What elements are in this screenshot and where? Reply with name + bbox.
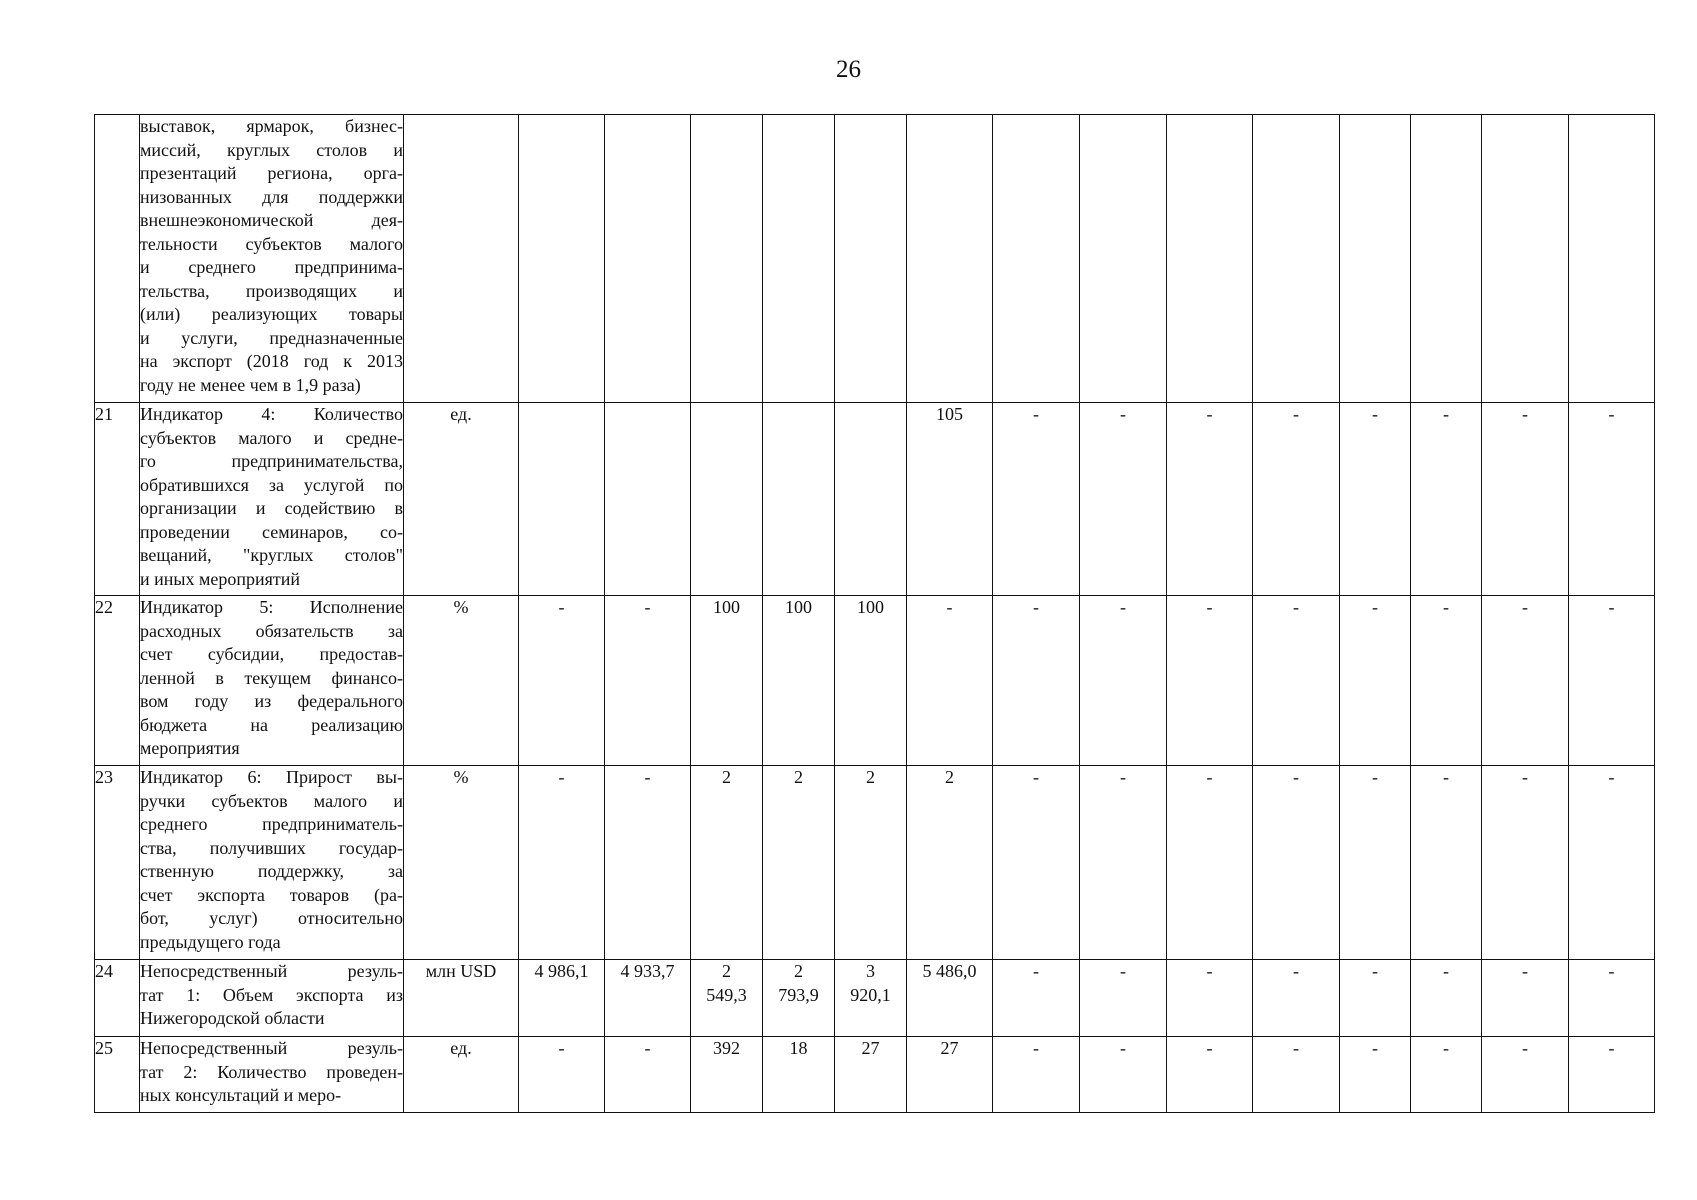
description-line: бюджета на реализацию	[140, 714, 403, 735]
description-line: бот, услуг) относительно	[140, 908, 403, 928]
value-line: -	[1522, 961, 1528, 981]
value-cell	[691, 115, 763, 403]
unit-cell	[404, 115, 519, 403]
value-cell	[1569, 115, 1655, 403]
value-cell	[993, 766, 1080, 960]
value-cell	[993, 403, 1080, 596]
value-cell	[993, 1037, 1080, 1113]
value-cell	[605, 115, 691, 403]
value-line: -	[558, 597, 565, 617]
value-cell	[1253, 960, 1340, 1037]
value-cell	[519, 115, 605, 403]
value-cell	[835, 960, 907, 1037]
description-line: предыдущего года	[140, 931, 281, 952]
value-line: -	[1443, 961, 1449, 981]
value-line: -	[1293, 1038, 1299, 1058]
value-line: -	[1608, 597, 1615, 617]
value-line: -	[1033, 404, 1039, 424]
value-cell	[1482, 766, 1569, 960]
value-cell	[835, 115, 907, 403]
value-line: 392	[713, 1038, 740, 1058]
description-line: году не менее чем в 1,9 раза)	[140, 374, 361, 395]
description-line: Индикатор 4: Количество	[140, 404, 403, 424]
description-line: Индикатор 6: Прирост вы-	[140, 767, 403, 787]
row-number: 21	[95, 403, 140, 596]
value-cell	[763, 596, 835, 766]
value-line: -	[1608, 767, 1615, 787]
indicator-description	[140, 115, 404, 403]
value-cell	[1340, 1037, 1411, 1113]
value-line: 27	[940, 1038, 959, 1058]
table-row	[95, 1037, 1655, 1113]
value-cell	[907, 115, 993, 403]
row-number: 25	[95, 1037, 140, 1113]
value-cell	[605, 403, 691, 596]
value-line: -	[1372, 961, 1378, 981]
value-line: -	[1293, 961, 1299, 981]
value-cell	[1411, 960, 1482, 1037]
value-line: -	[1443, 1038, 1449, 1058]
value-cell	[993, 596, 1080, 766]
value-cell	[519, 596, 605, 766]
value-cell	[519, 766, 605, 960]
description-line: Непосредственный резуль-	[140, 1038, 403, 1058]
value-cell	[907, 596, 993, 766]
value-cell	[835, 1037, 907, 1113]
value-line: 18	[789, 1038, 808, 1058]
value-line: 2	[722, 767, 731, 787]
value-cell	[1340, 766, 1411, 960]
table-row	[95, 960, 1655, 1037]
value-line: -	[1293, 404, 1299, 424]
description-line: и услуги, предназначенные	[140, 327, 403, 348]
value-line: 4 986,1	[534, 961, 589, 981]
value-cell	[1167, 596, 1253, 766]
value-cell	[763, 766, 835, 960]
description-line: миссий, круглых столов и	[140, 139, 403, 160]
value-line: -	[1033, 597, 1039, 617]
description-line: обратившихся за услугой по	[140, 474, 403, 495]
value-cell	[1411, 1037, 1482, 1113]
value-cell	[1569, 960, 1655, 1037]
table-row	[95, 766, 1655, 960]
description-line: тельности субъектов малого	[140, 233, 403, 254]
value-cell	[993, 115, 1080, 403]
value-cell	[1569, 403, 1655, 596]
value-line: -	[1120, 1038, 1126, 1058]
value-line: 100	[857, 597, 884, 617]
description-line: вещаний, "круглых столов"	[140, 545, 403, 565]
value-line: -	[946, 597, 953, 617]
description-line: (или) реализующих товары	[140, 304, 403, 324]
value-cell	[907, 403, 993, 596]
value-cell	[763, 1037, 835, 1113]
value-line: 920,1	[850, 984, 891, 1005]
value-cell	[1482, 403, 1569, 596]
description-line: Индикатор 5: Исполнение	[140, 597, 403, 617]
indicator-description	[140, 766, 404, 960]
value-cell	[605, 1037, 691, 1113]
row-number: 24	[95, 960, 140, 1037]
value-line: -	[1608, 961, 1615, 981]
value-cell	[691, 960, 763, 1037]
description-line: тат 2: Количество проведен-	[140, 1061, 403, 1082]
description-line: и среднего предпринима-	[140, 257, 403, 277]
description-line: презентаций региона, орга-	[140, 163, 403, 183]
value-cell	[691, 403, 763, 596]
value-line: -	[1522, 404, 1528, 424]
value-cell	[1340, 596, 1411, 766]
value-line: -	[644, 597, 651, 617]
value-line: -	[1033, 1038, 1039, 1058]
value-cell	[691, 766, 763, 960]
value-cell	[1411, 115, 1482, 403]
value-line: -	[1206, 767, 1213, 787]
value-cell	[691, 596, 763, 766]
table-row	[95, 403, 1655, 596]
description-line: вом году из федерального	[140, 691, 403, 711]
value-line: 2	[945, 767, 954, 787]
indicator-description	[140, 1037, 404, 1113]
description-line: ственную поддержку, за	[140, 861, 403, 881]
unit-cell: ед.	[404, 1037, 519, 1113]
value-cell	[605, 596, 691, 766]
value-line: -	[1443, 404, 1449, 424]
value-cell	[1080, 1037, 1167, 1113]
value-line: -	[1443, 597, 1449, 617]
value-cell	[519, 403, 605, 596]
description-line: Непосредственный резуль-	[140, 961, 403, 981]
value-line: 100	[785, 597, 812, 617]
description-line: Нижегородской области	[140, 1008, 325, 1028]
value-line: 100	[713, 597, 740, 617]
value-line: 4 933,7	[620, 961, 675, 981]
indicator-description	[140, 596, 404, 766]
value-cell	[1569, 596, 1655, 766]
description-line: ленной в текущем финансо-	[140, 667, 403, 688]
row-number: 23	[95, 766, 140, 960]
value-line: -	[644, 1038, 651, 1058]
value-line: -	[1372, 767, 1378, 787]
value-cell	[1482, 1037, 1569, 1113]
value-cell	[605, 960, 691, 1037]
value-line: -	[1293, 597, 1299, 617]
value-cell	[1080, 960, 1167, 1037]
value-line: -	[1206, 1038, 1213, 1058]
row-number: 22	[95, 596, 140, 766]
value-line: -	[1033, 767, 1039, 787]
value-cell	[763, 115, 835, 403]
description-line: го предпринимательства,	[140, 451, 403, 471]
value-cell	[993, 960, 1080, 1037]
value-cell	[1253, 1037, 1340, 1113]
indicator-description	[140, 403, 404, 596]
value-line: 2	[866, 767, 875, 787]
value-cell	[1253, 596, 1340, 766]
value-line: -	[1206, 961, 1213, 981]
value-cell	[1253, 403, 1340, 596]
description-line: субъектов малого и средне-	[140, 427, 403, 448]
description-line: среднего предприниматель-	[140, 814, 403, 834]
value-line: -	[1372, 404, 1378, 424]
value-line: 2	[794, 767, 803, 787]
unit-cell: %	[404, 596, 519, 766]
value-line: 3	[866, 961, 875, 981]
value-cell	[1411, 766, 1482, 960]
value-cell	[1340, 960, 1411, 1037]
page-number: 26	[836, 56, 861, 83]
value-cell	[1411, 596, 1482, 766]
table-row	[95, 115, 1655, 403]
value-cell	[1411, 403, 1482, 596]
value-line: -	[1033, 961, 1039, 981]
indicator-description	[140, 960, 404, 1037]
value-cell	[835, 596, 907, 766]
value-line: 2	[794, 961, 803, 981]
value-cell	[1253, 115, 1340, 403]
value-line: -	[1443, 767, 1449, 787]
value-cell	[605, 766, 691, 960]
unit-cell: ед.	[404, 403, 519, 596]
table-row	[95, 596, 1655, 766]
value-line: -	[558, 1038, 565, 1058]
value-cell	[1482, 115, 1569, 403]
value-cell	[519, 1037, 605, 1113]
value-cell	[835, 403, 907, 596]
value-cell	[1482, 960, 1569, 1037]
description-line: на экспорт (2018 год к 2013	[140, 351, 403, 371]
value-line: -	[1293, 767, 1299, 787]
value-line: -	[1206, 597, 1213, 617]
value-line: -	[644, 767, 651, 787]
description-line: внешнеэкономической дея-	[140, 210, 403, 230]
value-line: -	[1522, 767, 1528, 787]
value-cell	[907, 1037, 993, 1113]
value-cell	[1080, 115, 1167, 403]
value-cell	[1167, 115, 1253, 403]
description-line: мероприятия	[140, 738, 240, 758]
value-line: -	[1372, 1038, 1378, 1058]
row-number	[95, 115, 140, 403]
description-line: организации и содействию в	[140, 498, 403, 518]
value-line: -	[1206, 404, 1213, 424]
value-line: -	[558, 767, 565, 787]
description-line: выставок, ярмарок, бизнес-	[140, 116, 403, 136]
value-line: -	[1608, 404, 1615, 424]
description-line: ства, получивших государ-	[140, 837, 403, 858]
value-line: 5 486,0	[922, 961, 977, 981]
description-line: счет субсидии, предостав-	[140, 644, 403, 664]
value-cell	[1482, 596, 1569, 766]
value-cell	[1080, 766, 1167, 960]
description-line: и иных мероприятий	[140, 568, 301, 589]
value-line: -	[1522, 597, 1528, 617]
value-cell	[1569, 766, 1655, 960]
value-line: 27	[861, 1038, 880, 1058]
value-line: 793,9	[778, 984, 819, 1005]
unit-cell: млн USD	[404, 960, 519, 1037]
value-cell	[1340, 403, 1411, 596]
value-line: -	[1120, 597, 1126, 617]
value-line: -	[1120, 404, 1126, 424]
value-cell	[1167, 403, 1253, 596]
value-cell	[907, 960, 993, 1037]
unit-cell: %	[404, 766, 519, 960]
value-cell	[763, 960, 835, 1037]
value-cell	[519, 960, 605, 1037]
value-line: -	[1608, 1038, 1615, 1058]
description-line: счет экспорта товаров (ра-	[140, 884, 403, 905]
value-cell	[1340, 115, 1411, 403]
value-cell	[1167, 960, 1253, 1037]
value-line: -	[1120, 961, 1126, 981]
value-line: -	[1372, 597, 1378, 617]
description-line: расходных обязательств за	[140, 620, 403, 641]
description-line: тат 1: Объем экспорта из	[140, 984, 403, 1005]
value-cell	[1080, 596, 1167, 766]
value-cell	[1080, 403, 1167, 596]
value-cell	[691, 1037, 763, 1113]
description-line: ных консультаций и меро-	[140, 1085, 342, 1105]
indicators-table	[94, 114, 1655, 1113]
value-cell	[835, 766, 907, 960]
value-line: 105	[936, 404, 963, 424]
description-line: проведении семинаров, со-	[140, 521, 403, 542]
value-cell	[1253, 766, 1340, 960]
value-cell	[1167, 1037, 1253, 1113]
description-line: низованных для поддержки	[140, 186, 403, 207]
value-cell	[1569, 1037, 1655, 1113]
description-line: ручки субъектов малого и	[140, 790, 403, 811]
value-cell	[763, 403, 835, 596]
value-line: 2	[722, 961, 731, 981]
description-line: тельства, производящих и	[140, 280, 403, 301]
value-line: -	[1522, 1038, 1528, 1058]
value-line: 549,3	[706, 984, 747, 1005]
value-line: -	[1120, 767, 1126, 787]
value-cell	[907, 766, 993, 960]
value-cell	[1167, 766, 1253, 960]
